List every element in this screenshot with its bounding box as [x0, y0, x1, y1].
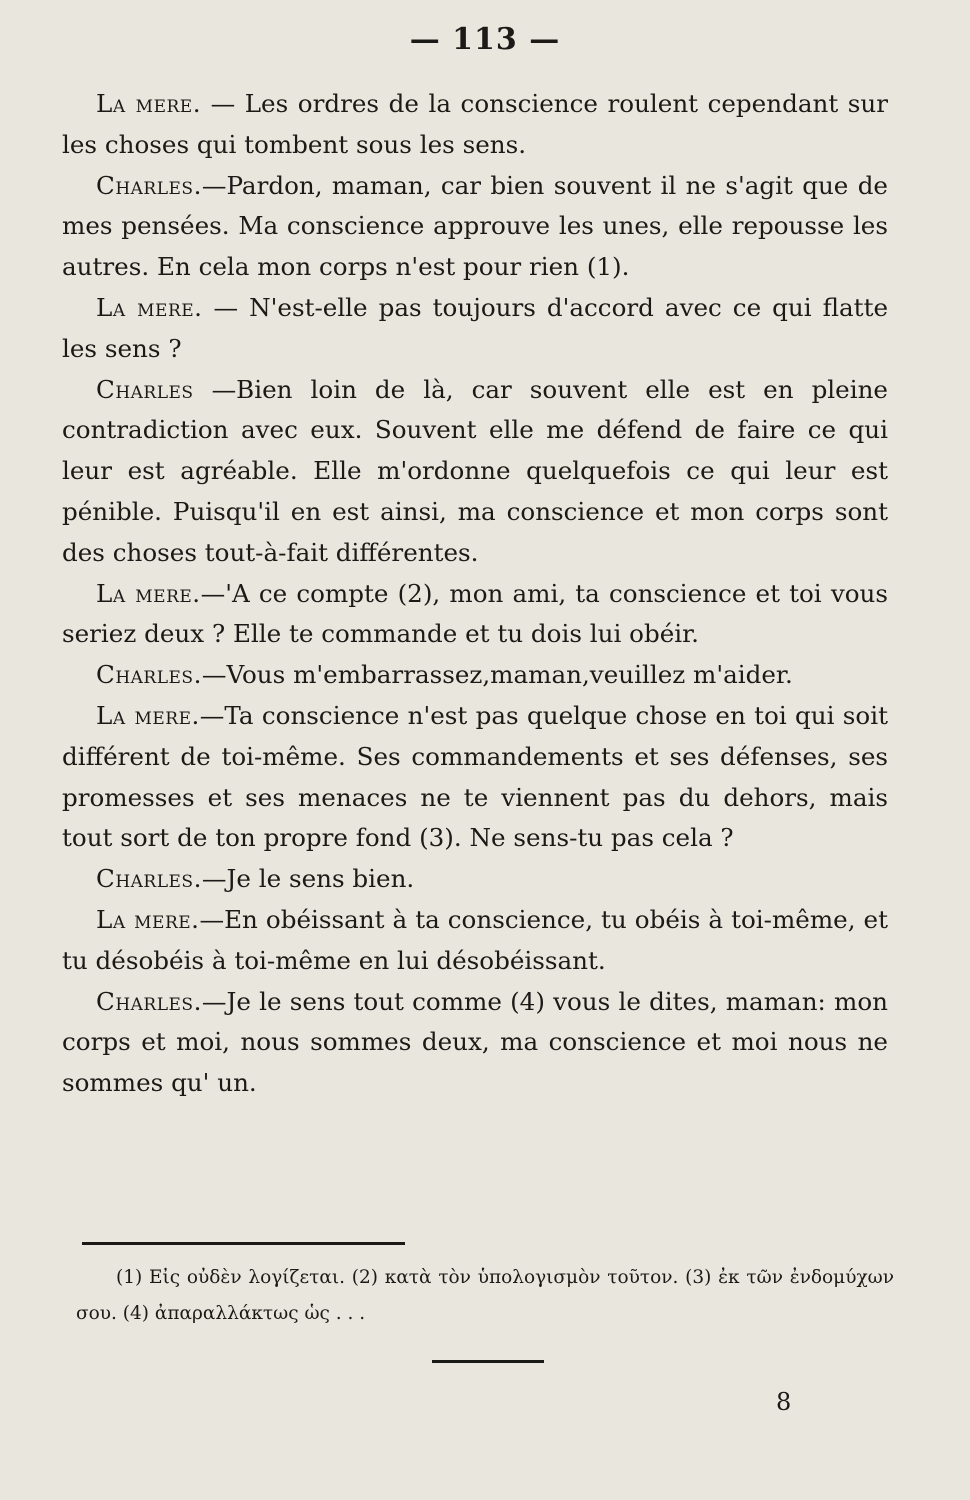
speaker-name: La mere.	[96, 578, 201, 608]
signature-mark: 8	[776, 1388, 792, 1416]
paragraph	[62, 655, 888, 696]
paragraph	[62, 696, 888, 859]
paragraph	[62, 288, 888, 370]
speaker-name: Charles.	[96, 986, 202, 1016]
footnote-divider	[82, 1242, 405, 1245]
footnotes	[76, 1260, 894, 1332]
paragraph-text: —Pardon, maman, car bien souvent il ne s'agit que de mes pensées. Ma conscience approuve les unes, elle repousse les autres. En cela mon corps n'est pour rien (1).	[62, 170, 888, 282]
page-number: — 113 —	[409, 22, 561, 57]
speaker-name: La mere.	[96, 904, 200, 934]
paragraph	[62, 166, 888, 288]
speaker-name: Charles.	[96, 660, 202, 690]
paragraph-text: —Je le sens bien.	[201, 864, 415, 894]
paragraph-text: —Bien loin de là, car souvent elle est en pleine contradiction avec eux. Souvent elle me défend de faire ce qui leur est agréable. Elle m'ordonne quelquefois ce qui leur est pénible. Puisqu'il en est ainsi, ma conscience et mon corps sont des choses tout-à-fait différentes.	[62, 374, 888, 567]
paragraph-text: —Je le sens tout comme (4) vous le dites, maman: mon corps et moi, nous sommes deux, ma conscience et moi nous ne sommes qu' un.	[62, 986, 888, 1098]
paragraph	[62, 900, 888, 982]
speaker-name: La mere.	[96, 292, 203, 322]
paragraph-text: —Ta conscience n'est pas quelque chose en toi qui soit différent de toi-même. Ses commandements et ses défenses, ses promesses et ses menaces ne te viennent pas du dehors, mais tout sort de ton propre fond (3). Ne sens-tu pas cela ?	[62, 700, 888, 853]
paragraph	[62, 370, 888, 574]
paragraph	[62, 84, 888, 166]
paragraph-text: —'A ce compte (2), mon ami, ta conscience et toi vous seriez deux ? Elle te commande et tu dois lui obéir.	[62, 578, 888, 649]
speaker-name: La mere.	[96, 700, 200, 730]
speaker-name: Charles.	[96, 864, 202, 894]
speaker-name: La mere.	[96, 89, 202, 118]
paragraph-text: —Vous m'embarrassez,maman,veuillez m'aider.	[201, 660, 793, 690]
paragraph-text: — N'est-elle pas toujours d'accord avec ce qui flatte les sens ?	[62, 292, 889, 363]
paragraph	[62, 859, 888, 900]
speaker-name: Charles.	[96, 170, 202, 200]
speaker-name: Charles	[96, 374, 194, 404]
paragraph	[62, 574, 888, 656]
paragraph-text: — Les ordres de la conscience roulent cependant sur les choses qui tombent sous les sens.	[62, 89, 888, 159]
paragraph-text: —En obéissant à ta conscience, tu obéis à toi-même, et tu désobéis à toi-même en lui désobéissant.	[62, 904, 888, 975]
footnote-text: (1) Εἰς οὐδὲν λογίζεται. (2) κατὰ τὸν ὑπολογισμὸν τοῦτον. (3) ἐκ τῶν ἐνδομύχων σου. (4) ἀπαραλλάκτως ὡς . . .	[76, 1267, 894, 1324]
end-rule	[432, 1360, 544, 1363]
dialogue-text	[62, 84, 888, 1104]
paragraph	[62, 982, 888, 1104]
